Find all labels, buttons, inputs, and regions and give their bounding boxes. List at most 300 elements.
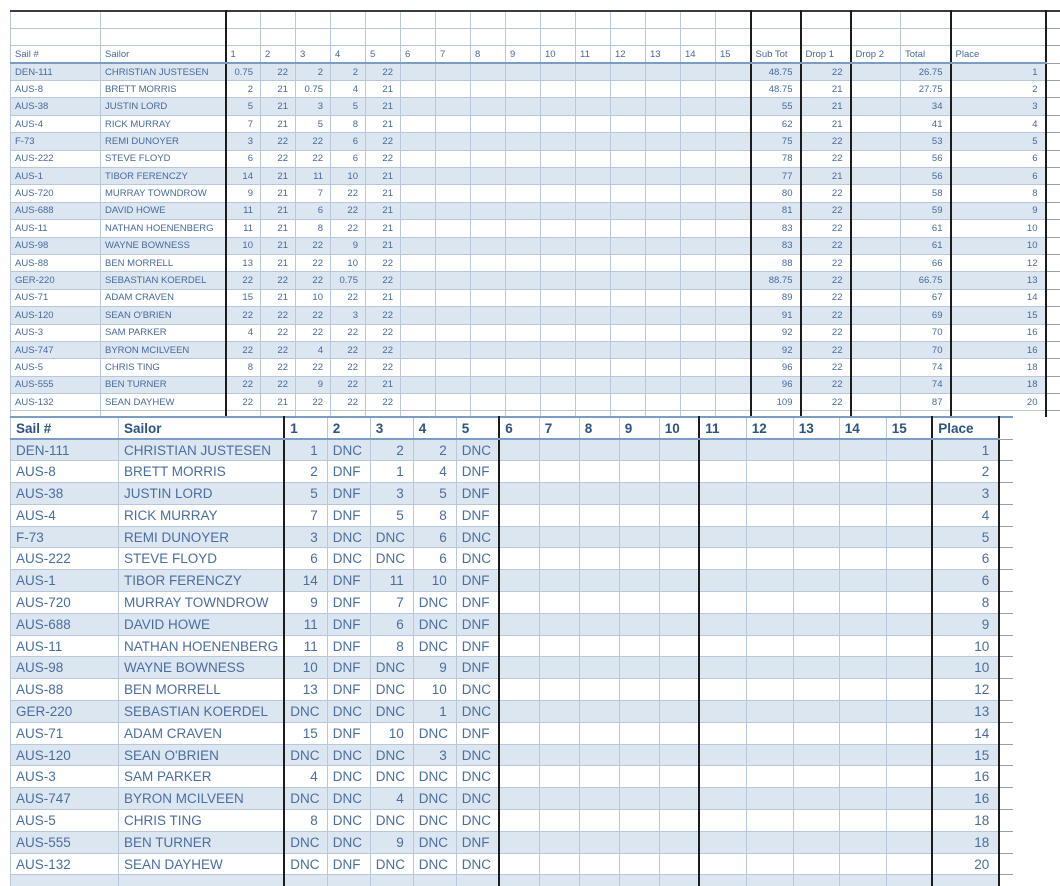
cell-drop-1[interactable]: 22 [801,220,851,237]
cell-race-4[interactable]: 6 [331,133,366,150]
cell-race-13[interactable] [646,359,681,376]
cell-race-11[interactable] [699,831,746,853]
empty-cell[interactable] [801,28,851,45]
cell-race-9[interactable] [506,376,541,393]
column-header-race-2[interactable]: 2 [327,417,370,439]
cell-race-4[interactable]: 4 [413,461,456,483]
cell-drop-2[interactable] [851,359,901,376]
cell-sail-number[interactable]: AUS-5 [11,359,101,376]
empty-cell[interactable] [851,28,901,45]
cell-race-9[interactable] [506,115,541,132]
cell-race-11[interactable] [699,504,746,526]
cell-race-2[interactable]: 22 [261,63,296,80]
cell-sub-tot[interactable]: 83 [751,220,801,237]
cell-race-12[interactable] [746,483,793,505]
cell-place[interactable]: 3 [932,483,999,505]
cell-race-8[interactable] [579,679,619,701]
cell-race-2[interactable]: DNC [327,526,370,548]
cell-race-12[interactable] [611,202,646,219]
cell-race-4[interactable]: 22 [331,185,366,202]
cell-race-5[interactable]: 21 [366,168,401,185]
cell-drop-1[interactable]: 22 [801,289,851,306]
cell-sailor-name[interactable]: SEAN DAYHEW [119,853,285,875]
cell-sailor-name[interactable]: CHRISTIAN JUSTESEN [101,63,226,80]
cell-race-14[interactable] [839,439,886,461]
cell-total[interactable]: 70 [901,324,951,341]
cell-race-12[interactable] [746,635,793,657]
cell-race-7[interactable] [539,504,579,526]
cell-race-12[interactable] [746,526,793,548]
cell-race-9[interactable] [619,853,659,875]
cell-race-1[interactable]: DNC [284,788,327,810]
cell-race-11[interactable] [699,526,746,548]
cell-race-15[interactable] [716,307,751,324]
cell-race-1[interactable]: 10 [284,657,327,679]
cell-race-4[interactable]: 6 [413,548,456,570]
cell-race-6[interactable] [401,324,436,341]
empty-cell[interactable] [11,11,101,28]
cell-race-3[interactable]: DNC [370,548,413,570]
cell-sail-number[interactable]: F-73 [11,526,119,548]
cell-race-4[interactable]: 22 [331,202,366,219]
cell-race-13[interactable] [646,272,681,289]
cell-race-15[interactable] [716,115,751,132]
cell-race-12[interactable] [746,701,793,723]
cell-drop-1[interactable]: 22 [801,324,851,341]
cell-race-14[interactable] [839,744,886,766]
cell-race-1[interactable]: 7 [284,504,327,526]
cell-race-6[interactable] [499,744,539,766]
cell-race-10[interactable] [659,810,699,832]
cell-race-11[interactable] [576,98,611,115]
cell-race-10[interactable] [541,168,576,185]
cell-sailor-name[interactable]: BRETT MORRIS [101,81,226,98]
cell-place[interactable]: 9 [951,202,1046,219]
cell-race-14[interactable] [681,394,716,411]
cell-sail-number[interactable]: AUS-8 [11,81,101,98]
cell-race-15[interactable] [716,324,751,341]
cell-sail-number[interactable]: AUS-1 [11,168,101,185]
cell-race-14[interactable] [839,504,886,526]
cell-race-9[interactable] [619,831,659,853]
cell-race-5[interactable]: DNF [456,722,499,744]
cell-race-15[interactable] [886,592,932,614]
cell-race-6[interactable] [401,115,436,132]
cell-race-9[interactable] [619,526,659,548]
cell-race-4[interactable]: 10 [413,570,456,592]
cell-place[interactable]: 18 [951,376,1046,393]
cell-sub-tot[interactable]: 92 [751,324,801,341]
cell-race-14[interactable] [681,133,716,150]
cell-race-1[interactable]: 2 [284,461,327,483]
cell-race-4[interactable]: 22 [331,341,366,358]
cell-race-8[interactable] [579,722,619,744]
column-header-race-13[interactable]: 13 [646,46,681,63]
cell-race-14[interactable] [839,831,886,853]
cell-place[interactable]: 2 [951,81,1046,98]
cell-race-15[interactable] [886,504,932,526]
cell-race-5[interactable]: DNC [456,548,499,570]
cell-race-13[interactable] [646,98,681,115]
cell-drop-2[interactable] [851,202,901,219]
cell-race-7[interactable] [539,461,579,483]
cell-race-8[interactable] [579,548,619,570]
cell-race-6[interactable] [499,592,539,614]
cell-race-9[interactable] [506,220,541,237]
cell-race-14[interactable] [839,853,886,875]
cell-race-15[interactable] [716,98,751,115]
cell-race-5[interactable]: DNC [456,853,499,875]
cell-race-2[interactable]: DNC [327,439,370,461]
cell-race-8[interactable] [579,439,619,461]
cell-race-7[interactable] [436,289,471,306]
cell-race-14[interactable] [839,810,886,832]
cell-drop-2[interactable] [851,254,901,271]
cell-race-2[interactable]: 22 [261,272,296,289]
cell-race-3[interactable]: 8 [370,635,413,657]
cell-place[interactable]: 14 [932,722,999,744]
empty-cell[interactable] [576,28,611,45]
column-header-race-6[interactable]: 6 [401,46,436,63]
empty-cell[interactable] [951,11,1046,28]
cell-place[interactable]: 18 [951,359,1046,376]
cell-sailor-name[interactable]: SEBASTIAN KOERDEL [101,272,226,289]
cell-race-8[interactable] [471,394,506,411]
cell-race-5[interactable]: DNC [456,526,499,548]
cell-race-6[interactable] [499,613,539,635]
cell-race-9[interactable] [619,657,659,679]
cell-race-4[interactable]: 22 [331,376,366,393]
cell-race-5[interactable]: 22 [366,133,401,150]
cell-race-12[interactable] [746,679,793,701]
column-header-race-10[interactable]: 10 [659,417,699,439]
cell-sub-tot[interactable]: 88 [751,254,801,271]
cell-sub-tot[interactable]: 75 [751,133,801,150]
cell-drop-1[interactable]: 21 [801,115,851,132]
cell-race-11[interactable] [699,788,746,810]
cell-race-9[interactable] [619,439,659,461]
cell-sub-tot[interactable]: 83 [751,237,801,254]
cell-race-6[interactable] [499,722,539,744]
cell-race-13[interactable] [793,526,839,548]
empty-cell[interactable] [646,11,681,28]
cell-race-7[interactable] [539,613,579,635]
cell-race-2[interactable]: 21 [261,98,296,115]
cell-race-11[interactable] [699,548,746,570]
cell-race-11[interactable] [699,613,746,635]
cell-race-8[interactable] [579,657,619,679]
column-header-place[interactable]: Place [951,46,1046,63]
cell-race-2[interactable]: 21 [261,394,296,411]
cell-drop-2[interactable] [851,150,901,167]
empty-cell[interactable] [11,28,101,45]
empty-cell[interactable] [296,11,331,28]
cell-race-11[interactable] [576,220,611,237]
cell-race-5[interactable]: DNC [456,701,499,723]
empty-cell[interactable] [851,11,901,28]
cell-drop-2[interactable] [851,289,901,306]
cell-race-6[interactable] [499,831,539,853]
cell-race-2[interactable]: DNF [327,679,370,701]
cell-race-1[interactable]: 9 [226,185,261,202]
cell-race-3[interactable]: 11 [296,168,331,185]
cell-race-12[interactable] [611,324,646,341]
cell-drop-2[interactable] [851,394,901,411]
cell-race-13[interactable] [793,788,839,810]
cell-race-3[interactable]: 7 [296,185,331,202]
cell-race-6[interactable] [401,220,436,237]
cell-race-8[interactable] [579,831,619,853]
empty-cell[interactable] [681,28,716,45]
cell-race-10[interactable] [541,324,576,341]
cell-sub-tot[interactable]: 80 [751,185,801,202]
cell-race-10[interactable] [541,307,576,324]
cell-drop-2[interactable] [851,341,901,358]
cell-race-7[interactable] [539,483,579,505]
cell-race-15[interactable] [716,150,751,167]
cell-sailor-name[interactable]: SAM PARKER [101,324,226,341]
cell-race-2[interactable]: DNC [327,548,370,570]
cell-race-12[interactable] [611,289,646,306]
cell-race-8[interactable] [471,202,506,219]
cell-race-11[interactable] [699,461,746,483]
cell-race-3[interactable]: 10 [296,289,331,306]
cell-race-12[interactable] [611,185,646,202]
cell-race-2[interactable]: DNC [327,788,370,810]
cell-race-12[interactable] [611,133,646,150]
cell-race-13[interactable] [646,394,681,411]
cell-race-1[interactable]: 9 [284,592,327,614]
cell-race-11[interactable] [576,307,611,324]
cell-drop-1[interactable]: 21 [801,98,851,115]
cell-sail-number[interactable]: AUS-3 [11,766,119,788]
cell-race-12[interactable] [611,359,646,376]
cell-place[interactable]: 1 [951,63,1046,80]
cell-sailor-name[interactable]: NATHAN HOENENBERG [119,635,285,657]
empty-cell[interactable] [331,28,366,45]
cell-sailor-name[interactable]: CHRISTIAN JUSTESEN [119,439,285,461]
cell-race-10[interactable] [659,722,699,744]
cell-sail-number[interactable]: AUS-11 [11,220,101,237]
cell-race-4[interactable]: 8 [413,504,456,526]
cell-drop-2[interactable] [851,168,901,185]
cell-race-9[interactable] [506,202,541,219]
cell-race-10[interactable] [659,439,699,461]
cell-race-2[interactable]: DNF [327,592,370,614]
cell-drop-1[interactable]: 22 [801,359,851,376]
cell-race-5[interactable]: 21 [366,81,401,98]
cell-race-6[interactable] [401,341,436,358]
cell-race-4[interactable]: 22 [331,394,366,411]
cell-sailor-name[interactable]: NATHAN HOENENBERG [101,220,226,237]
cell-race-9[interactable] [506,394,541,411]
cell-race-13[interactable] [793,744,839,766]
cell-race-1[interactable]: 0.75 [226,63,261,80]
cell-race-4[interactable]: 10 [331,254,366,271]
cell-race-5[interactable]: DNC [456,679,499,701]
cell-race-13[interactable] [646,237,681,254]
cell-race-1[interactable]: 5 [226,98,261,115]
cell-race-10[interactable] [541,115,576,132]
cell-race-4[interactable]: 5 [413,483,456,505]
cell-total[interactable]: 56 [901,150,951,167]
cell-sub-tot[interactable]: 96 [751,376,801,393]
cell-race-14[interactable] [839,701,886,723]
cell-sail-number[interactable]: AUS-1 [11,570,119,592]
cell-sailor-name[interactable]: JUSTIN LORD [119,483,285,505]
cell-race-8[interactable] [471,185,506,202]
cell-race-11[interactable] [699,679,746,701]
cell-race-6[interactable] [499,483,539,505]
cell-sub-tot[interactable]: 55 [751,98,801,115]
cell-race-5[interactable]: 22 [366,254,401,271]
cell-race-6[interactable] [499,526,539,548]
cell-race-5[interactable]: 22 [366,272,401,289]
cell-drop-1[interactable]: 22 [801,133,851,150]
cell-race-2[interactable]: 21 [261,81,296,98]
column-header-race-2[interactable]: 2 [261,46,296,63]
cell-race-15[interactable] [716,341,751,358]
cell-race-8[interactable] [471,307,506,324]
cell-race-7[interactable] [539,439,579,461]
cell-race-14[interactable] [681,254,716,271]
cell-race-12[interactable] [611,376,646,393]
cell-sail-number[interactable]: AUS-71 [11,289,101,306]
cell-race-15[interactable] [886,831,932,853]
cell-drop-2[interactable] [851,185,901,202]
column-header-race-7[interactable]: 7 [539,417,579,439]
empty-cell[interactable] [751,11,801,28]
cell-race-13[interactable] [646,220,681,237]
cell-race-9[interactable] [619,570,659,592]
cell-race-2[interactable]: 22 [261,133,296,150]
cell-sailor-name[interactable]: SEAN O'BRIEN [101,307,226,324]
cell-race-7[interactable] [436,220,471,237]
cell-race-6[interactable] [499,701,539,723]
cell-race-14[interactable] [681,237,716,254]
cell-race-7[interactable] [539,635,579,657]
cell-race-8[interactable] [471,63,506,80]
cell-race-4[interactable]: DNC [413,853,456,875]
cell-race-6[interactable] [499,635,539,657]
cell-race-9[interactable] [619,744,659,766]
cell-race-7[interactable] [436,324,471,341]
cell-race-13[interactable] [793,722,839,744]
cell-drop-1[interactable]: 22 [801,341,851,358]
cell-race-13[interactable] [793,613,839,635]
cell-race-2[interactable]: 21 [261,115,296,132]
cell-sailor-name[interactable]: BYRON MCILVEEN [119,788,285,810]
cell-race-13[interactable] [793,679,839,701]
cell-race-9[interactable] [506,63,541,80]
cell-race-14[interactable] [839,788,886,810]
cell-sailor-name[interactable]: DAVID HOWE [101,202,226,219]
cell-race-5[interactable]: DNC [456,439,499,461]
cell-race-3[interactable]: 0.75 [296,81,331,98]
cell-race-4[interactable]: 6 [413,526,456,548]
cell-race-15[interactable] [716,220,751,237]
cell-race-8[interactable] [471,376,506,393]
cell-race-7[interactable] [539,548,579,570]
cell-drop-2[interactable] [851,63,901,80]
cell-race-2[interactable]: 21 [261,168,296,185]
cell-race-4[interactable]: 22 [331,220,366,237]
cell-race-12[interactable] [611,150,646,167]
cell-race-11[interactable] [699,657,746,679]
cell-race-2[interactable]: DNF [327,613,370,635]
cell-race-9[interactable] [619,548,659,570]
empty-cell[interactable] [716,28,751,45]
cell-drop-1[interactable]: 22 [801,237,851,254]
cell-race-7[interactable] [539,853,579,875]
column-header-race-9[interactable]: 9 [506,46,541,63]
column-header-race-9[interactable]: 9 [619,417,659,439]
cell-race-14[interactable] [839,657,886,679]
cell-sailor-name[interactable]: RICK MURRAY [119,504,285,526]
cell-race-1[interactable]: 22 [226,272,261,289]
cell-place[interactable]: 12 [932,679,999,701]
cell-race-3[interactable]: 2 [370,439,413,461]
cell-race-10[interactable] [541,63,576,80]
cell-race-3[interactable]: 6 [370,613,413,635]
cell-race-7[interactable] [539,831,579,853]
cell-race-10[interactable] [659,766,699,788]
cell-race-9[interactable] [506,307,541,324]
cell-place[interactable]: 20 [951,394,1046,411]
cell-sub-tot[interactable]: 77 [751,168,801,185]
cell-sailor-name[interactable]: CHRIS TING [101,359,226,376]
cell-total[interactable]: 27.75 [901,81,951,98]
cell-race-1[interactable]: 22 [226,307,261,324]
cell-race-14[interactable] [839,570,886,592]
cell-place[interactable]: 4 [932,504,999,526]
cell-race-14[interactable] [681,98,716,115]
cell-place[interactable]: 5 [951,133,1046,150]
cell-place[interactable]: 10 [932,657,999,679]
cell-sail-number[interactable]: F-73 [11,133,101,150]
cell-drop-2[interactable] [851,133,901,150]
column-header-race-10[interactable]: 10 [541,46,576,63]
cell-drop-1[interactable]: 21 [801,81,851,98]
cell-race-6[interactable] [401,168,436,185]
cell-race-9[interactable] [506,341,541,358]
cell-race-13[interactable] [646,289,681,306]
cell-sailor-name[interactable]: CHRIS TING [119,810,285,832]
cell-drop-2[interactable] [851,115,901,132]
cell-race-3[interactable]: 5 [370,504,413,526]
cell-race-12[interactable] [611,394,646,411]
cell-race-2[interactable]: 22 [261,307,296,324]
cell-race-11[interactable] [699,483,746,505]
cell-race-7[interactable] [436,150,471,167]
cell-place[interactable]: 3 [951,98,1046,115]
cell-race-6[interactable] [401,289,436,306]
cell-race-5[interactable]: 22 [366,394,401,411]
cell-sailor-name[interactable]: SEAN O'BRIEN [119,744,285,766]
cell-race-11[interactable] [699,722,746,744]
cell-race-1[interactable]: 3 [226,133,261,150]
cell-race-6[interactable] [401,63,436,80]
cell-race-3[interactable]: 11 [370,570,413,592]
cell-race-6[interactable] [499,788,539,810]
cell-race-5[interactable]: DNF [456,570,499,592]
cell-race-14[interactable] [681,341,716,358]
cell-race-11[interactable] [699,744,746,766]
cell-race-3[interactable]: DNC [370,766,413,788]
empty-cell[interactable] [576,11,611,28]
cell-race-14[interactable] [839,483,886,505]
column-header-drop-1[interactable]: Drop 1 [801,46,851,63]
